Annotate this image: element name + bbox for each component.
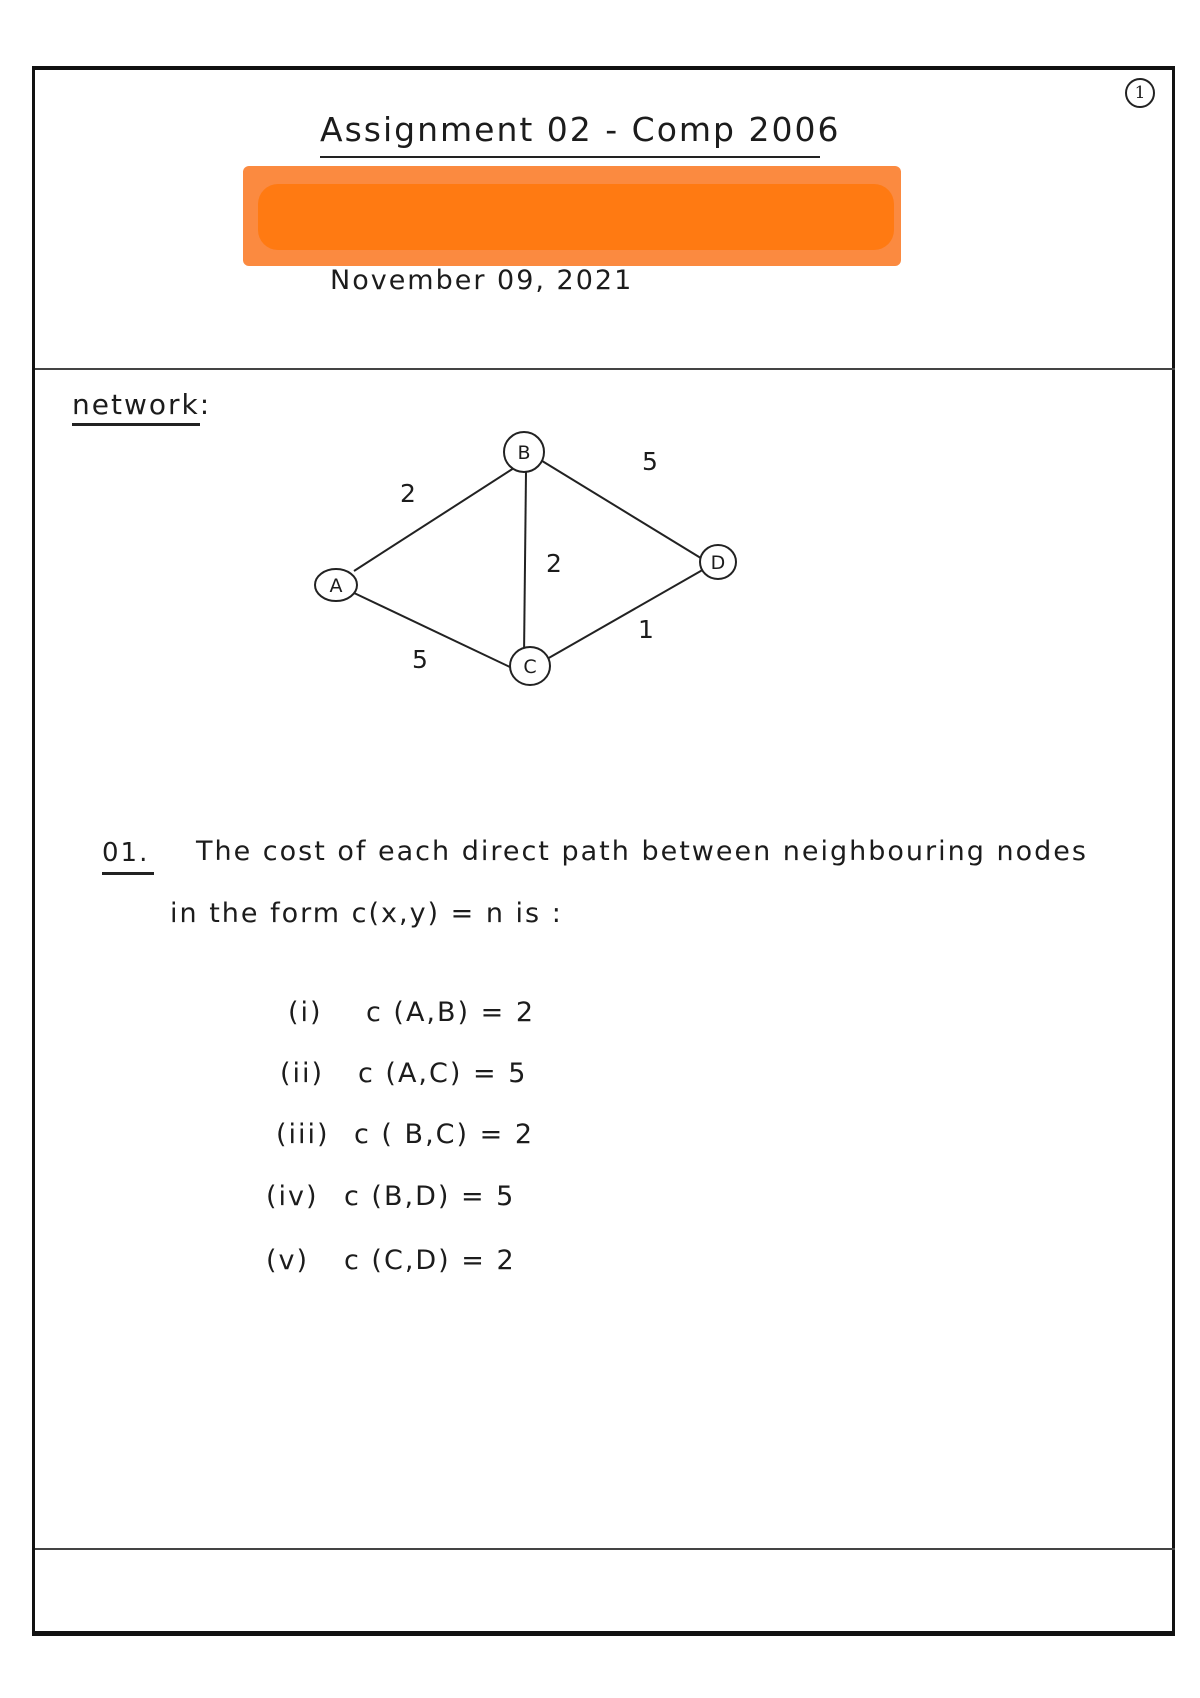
section-underline — [72, 423, 200, 426]
title-underline — [320, 156, 820, 158]
edge-b-d — [534, 456, 704, 560]
page-number: 1 — [1125, 78, 1155, 108]
node-d-label: D — [710, 552, 726, 574]
submission-date: November 09, 2021 — [330, 265, 634, 296]
node-a-label: A — [329, 575, 343, 597]
weight-c-d: 1 — [638, 615, 654, 644]
cost-item — [266, 1245, 516, 1276]
header-divider — [35, 368, 1175, 370]
weight-b-c: 2 — [546, 549, 562, 578]
cost-item-index: (v) — [266, 1245, 310, 1276]
cost-item-index: (i) — [288, 997, 323, 1028]
edge-b-c — [524, 472, 526, 656]
question-text-line-2: in the form c(x,y) = n is : — [170, 898, 563, 929]
question-text-line-1: The cost of each direct path between neighbouring nodes — [196, 836, 1088, 867]
question-number-underline — [102, 872, 154, 875]
cost-item-expression: c (B,D) = 5 — [344, 1181, 516, 1212]
cost-item — [288, 997, 535, 1028]
cost-item — [280, 1058, 527, 1089]
cost-item-expression: c (C,D) = 2 — [344, 1245, 516, 1276]
weight-b-d: 5 — [642, 447, 658, 476]
cost-item — [276, 1119, 534, 1150]
network-diagram — [300, 420, 760, 700]
weight-a-c: 5 — [412, 645, 428, 674]
edge-a-c — [352, 592, 512, 668]
section-label-network: network: — [72, 388, 212, 421]
cost-item-index: (iii) — [276, 1119, 330, 1150]
node-b-label: B — [517, 442, 531, 464]
cost-item-expression: c (A,B) = 2 — [366, 997, 536, 1028]
edge-a-b — [354, 468, 514, 571]
cost-item-expression: c ( B,C) = 2 — [354, 1119, 535, 1150]
question-number: 01. — [102, 838, 150, 868]
cost-item-index: (ii) — [280, 1058, 325, 1089]
cost-item-index: (iv) — [266, 1181, 319, 1212]
cost-item — [266, 1181, 515, 1212]
cost-item-expression: c (A,C) = 5 — [358, 1058, 528, 1089]
node-c-label: C — [523, 656, 537, 678]
weight-a-b: 2 — [400, 479, 416, 508]
edge-c-d — [540, 568, 706, 663]
redaction-mark-core — [258, 184, 894, 250]
footer-divider — [35, 1548, 1175, 1550]
assignment-title: Assignment 02 - Comp 2006 — [320, 110, 841, 149]
